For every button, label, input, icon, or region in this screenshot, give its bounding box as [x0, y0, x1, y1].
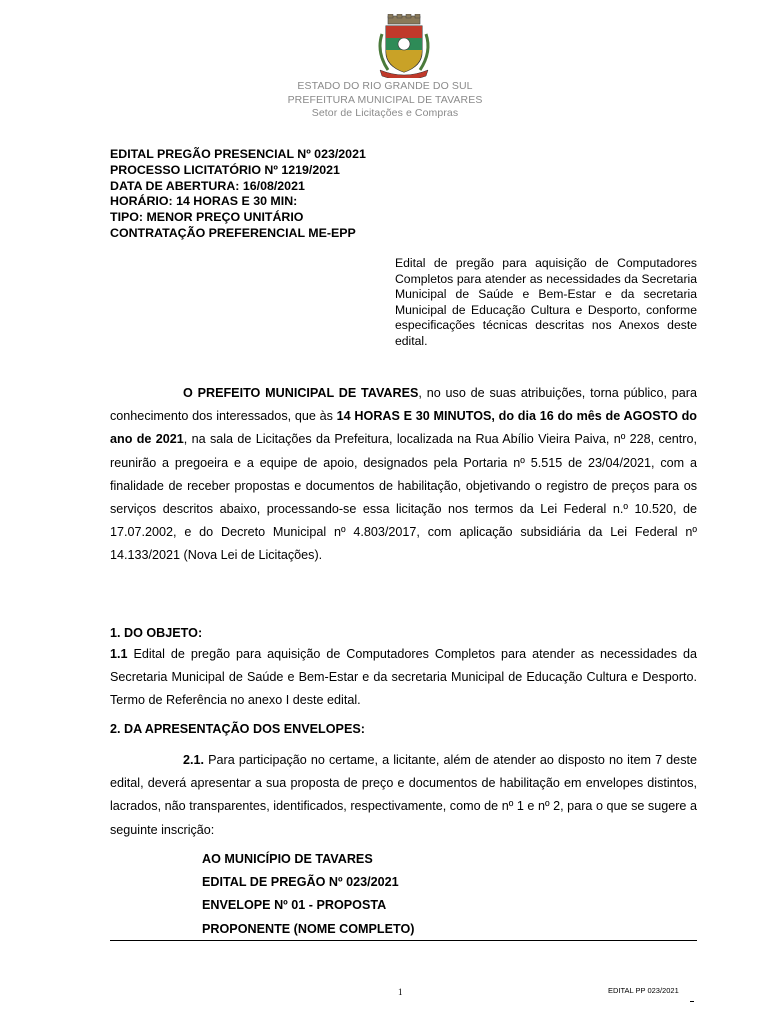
- envelope-line-municipio: AO MUNICÍPIO DE TAVARES: [202, 852, 373, 866]
- section-2-1-text: Para participação no certame, a licitante, além de atender ao disposto no item 7 deste edital, deverá apresentar a sua proposta de preço e documentos de habilitação em envelopes distintos, lacrados, não transparentes, identificados, respectivamente, como de nº 1 e nº 2, para o que se sugere a seguinte inscrição:: [110, 753, 697, 837]
- letterhead-setor: Setor de Licitações e Compras: [311, 107, 459, 119]
- section-1-title: 1. DO OBJETO:: [110, 626, 203, 640]
- section-1-1-paragraph: [110, 643, 697, 713]
- divider-rule: [110, 940, 697, 941]
- preambulo-bold-prefeito: O PREFEITO MUNICIPAL DE TAVARES: [183, 386, 419, 400]
- envelope-line-edital: EDITAL DE PREGÃO Nº 023/2021: [202, 875, 399, 890]
- envelope-line-proposta: ENVELOPE Nº 01 - PROPOSTA: [202, 898, 387, 913]
- edital-header: [110, 147, 366, 242]
- envelope-inscription: [202, 848, 414, 941]
- contratacao-line: CONTRATAÇÃO PREFERENCIAL ME-EPP: [110, 225, 356, 240]
- ementa-summary: Edital de pregão para aquisição de Computadores Completos para atender as necessidades da Secretaria Municipal de Saúde e Bem-Estar e da secretaria Municipal de Educação Cultura e Desporto, conforme especificações técnicas descritas nos Anexos deste edital.: [395, 256, 697, 348]
- preambulo-text-1: , no uso de suas atribuições, torna público, para conhecimento dos interessados, que às: [110, 386, 697, 424]
- preambulo-paragraph: [110, 382, 697, 568]
- data-abertura-line: DATA DE ABERTURA: 16/08/2021: [110, 178, 305, 193]
- processo-line: PROCESSO LICITATÓRIO Nº 1219/2021: [110, 162, 340, 177]
- section-1-1-text: Edital de pregão para aquisição de Computadores Completos para atender as necessidades da Secretaria Municipal de Saúde e Bem-Estar e da secretaria Municipal de Educação Cultura e Desporto. Termo de Referência no anexo I deste edital.: [110, 647, 697, 708]
- section-2-title: 2. DA APRESENTAÇÃO DOS ENVELOPES:: [110, 722, 365, 736]
- preambulo-bold-horario: 14 HORAS E 30 MINUTOS, do dia 16 do mês de AGOSTO do ano de 2021: [110, 409, 697, 447]
- horario-line: HORÁRIO: 14 HORAS E 30 MIN:: [110, 194, 298, 209]
- letterhead: [0, 80, 770, 121]
- section-1-1-number: 1.1: [110, 647, 128, 661]
- page-number: 1: [398, 987, 403, 997]
- letterhead-state: ESTADO DO RIO GRANDE DO SUL: [297, 80, 473, 92]
- section-2-1-number: 2.1.: [183, 753, 205, 767]
- letterhead-prefeitura: PREFEITURA MUNICIPAL DE TAVARES: [287, 93, 483, 106]
- preambulo-text-2: , na sala de Licitações da Prefeitura, localizada na Rua Abílio Vieira Paiva, nº 228, centro, reunirão a pregoeira e a equipe de apoio, designados pela Portaria nº 5.515 de 23/04/2021, com a finalidade de receber propostas e documentos de habilitação, objetivando o registro de preços para os serviços descritos abaixo, processando-se essa licitação nos termos da Lei Federal n.º 10.520, de 17.07.2002, e do Decreto Municipal nº 4.803/2017, com aplicação subsidiária da Lei Federal nº 14.133/2021 (Nova Lei de Licitações).: [110, 432, 697, 563]
- tipo-line: TIPO: MENOR PREÇO UNITÁRIO: [110, 210, 304, 225]
- edital-title: EDITAL PREGÃO PRESENCIAL Nº 023/2021: [110, 147, 366, 161]
- municipal-crest-logo: [374, 14, 434, 78]
- section-2-1-paragraph: [110, 749, 697, 842]
- footer-dash: [690, 1001, 694, 1002]
- footer-doc-ref: EDITAL PP 023/2021: [608, 986, 679, 995]
- envelope-line-proponente: PROPONENTE (NOME COMPLETO): [202, 921, 415, 936]
